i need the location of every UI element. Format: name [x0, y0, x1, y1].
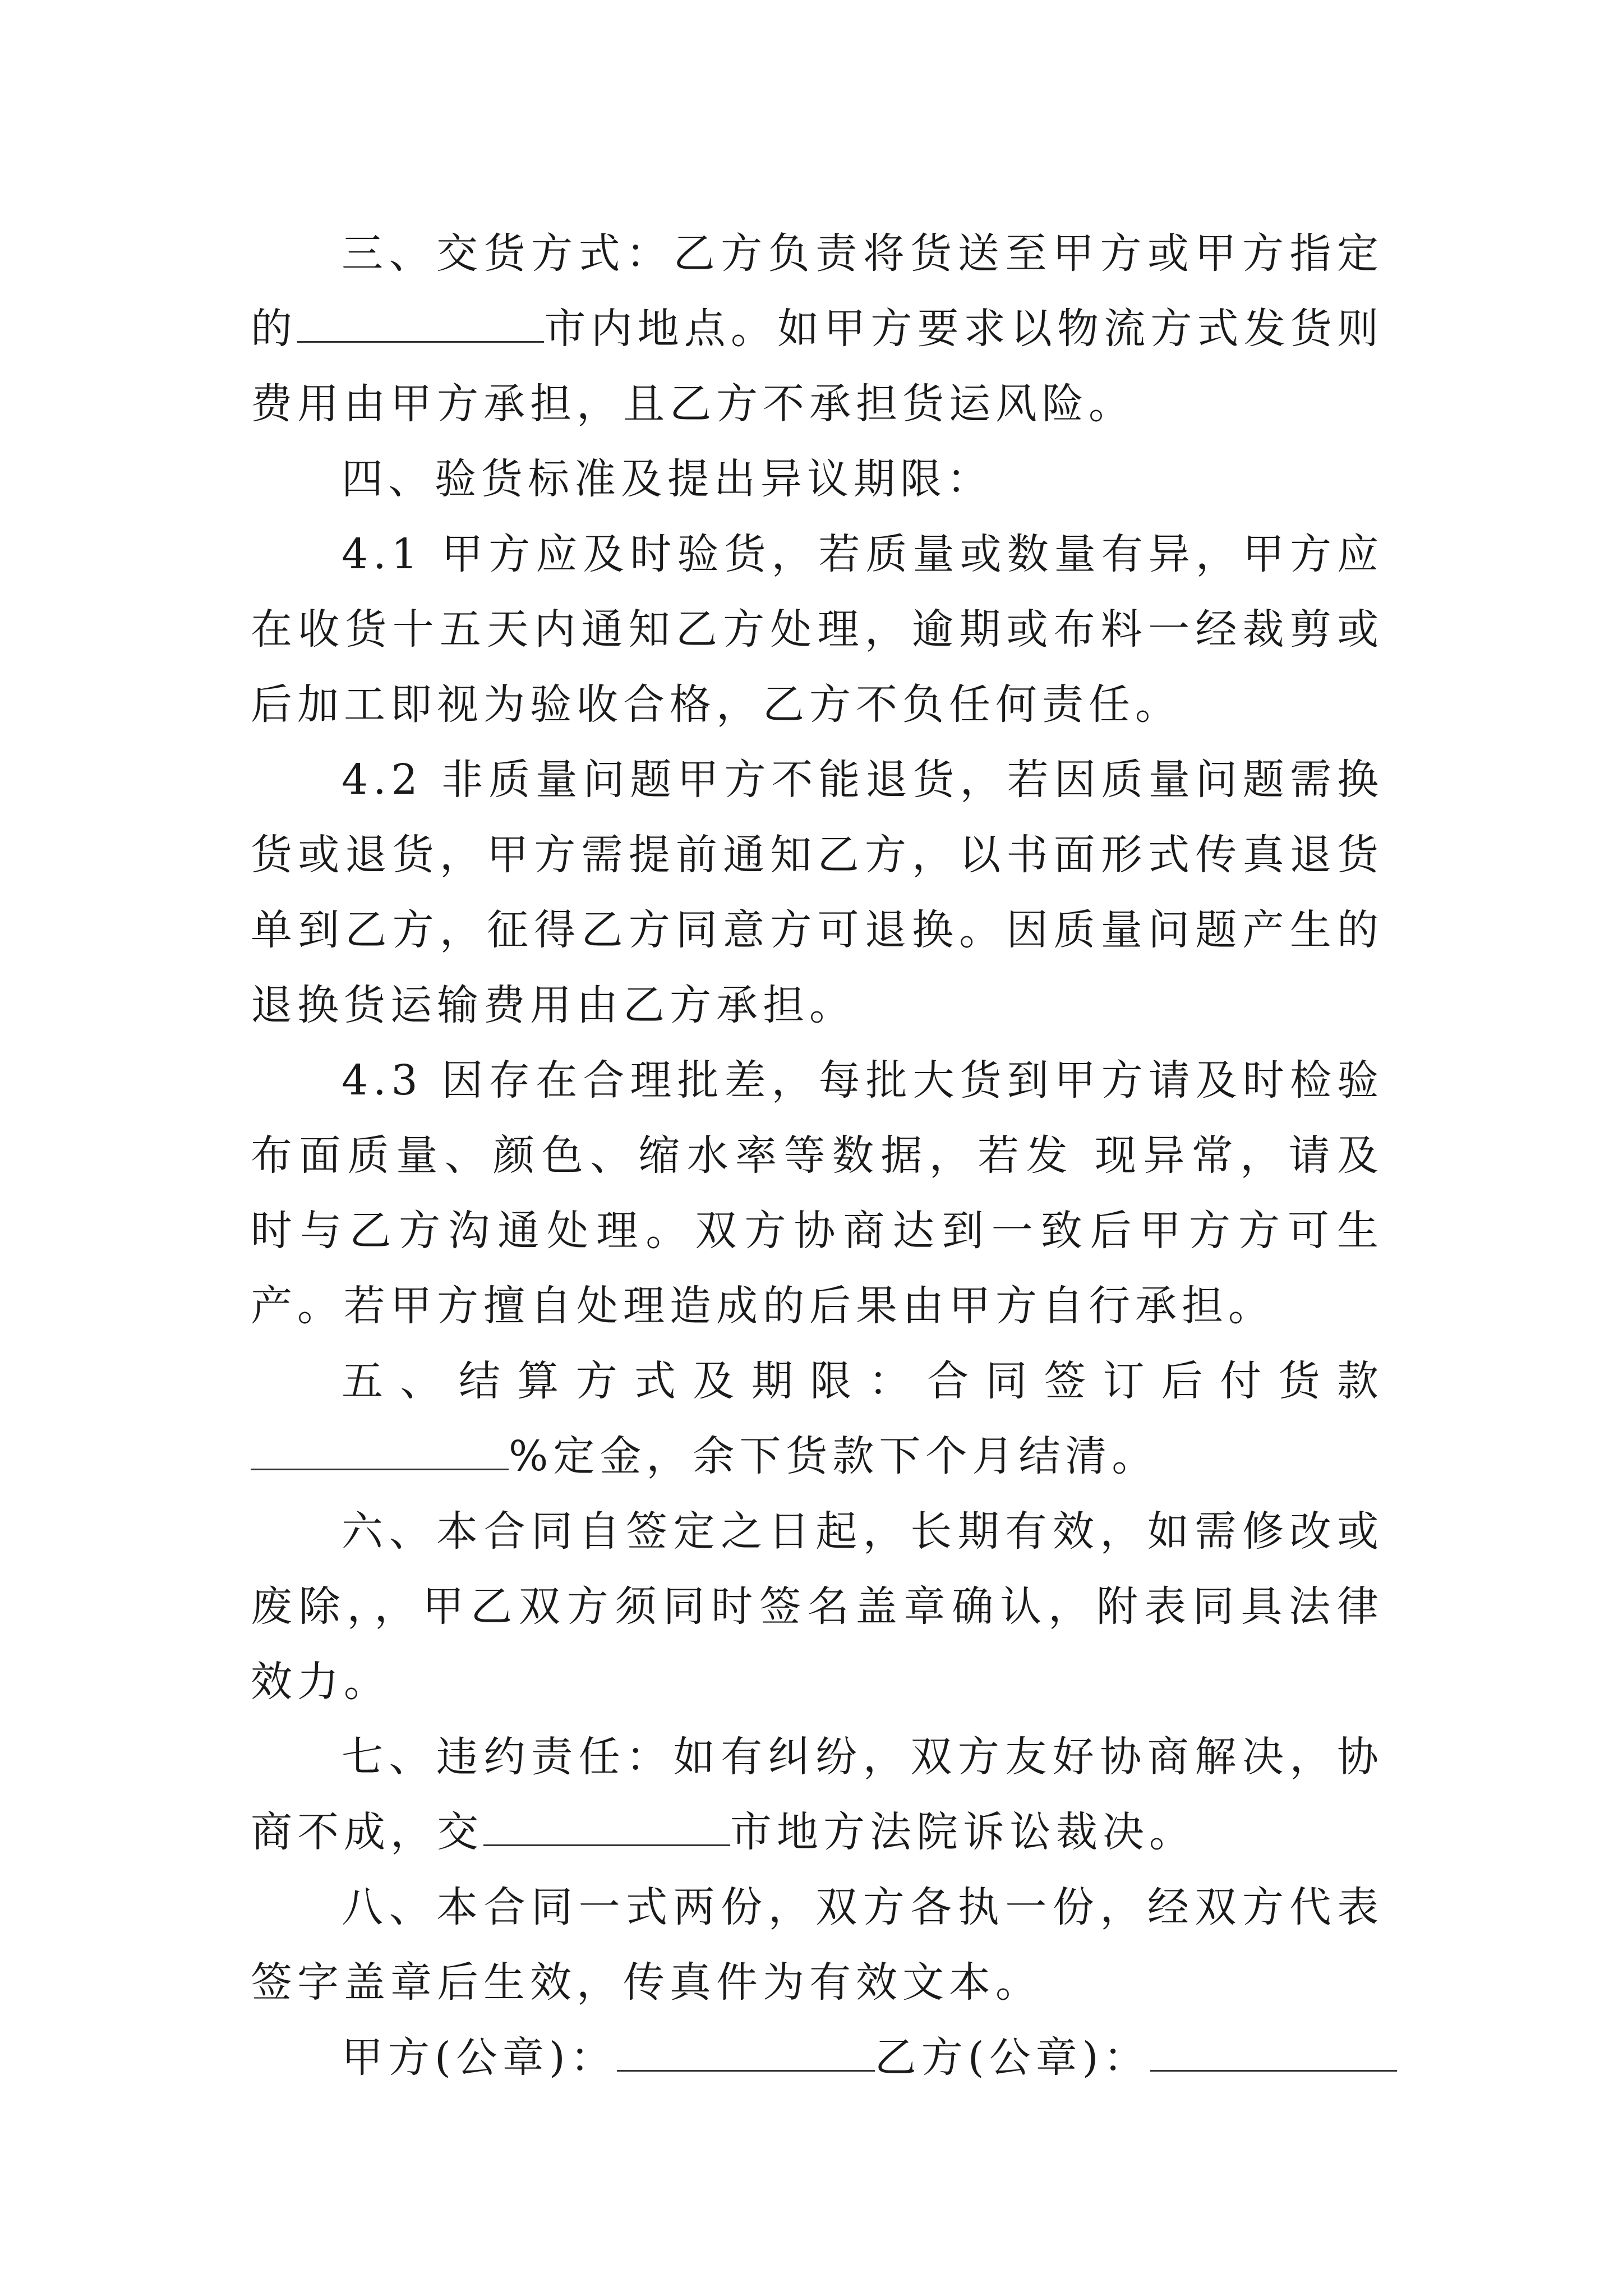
signature-row — [251, 2020, 1384, 2095]
deposit-percent-blank-field — [251, 1429, 509, 1470]
clause-copies: 八、本合同一式两份，双方各执一份，经双方代表签字盖章后生效，传真件为有效文本。 — [251, 1883, 1384, 2007]
party-a-seal-blank-field — [617, 2031, 875, 2072]
court-city-blank-field — [483, 1805, 730, 1846]
clause-4-2: 4.2 非质量问题甲方不能退货，若因质量问题需换货或退货，甲方需提前通知乙方，以书面形式传真退货单到乙方，征得乙方同意方可退换。因质量问题产生的退换货运输费用由乙方承担。 — [251, 756, 1384, 1029]
clause-validity: 六、本合同自签定之日起，长期有效，如需修改或废除，，甲乙双方须同时签名盖章确认，附表同具法律效力。 — [251, 1507, 1384, 1706]
clause-liability-text-2: 市地方法院诉讼裁决。 — [730, 1808, 1196, 1856]
clause-settlement-text-1: 五、结算方式及期限：合同签订后付货款 — [342, 1357, 1384, 1405]
clause-settlement — [251, 1343, 1384, 1494]
clause-4-1: 4.1 甲方应及时验货，若质量或数量有异，甲方应在收货十五天内通知乙方处理，逾期或布料一经裁剪或后加工即视为验收合格，乙方不负任何责任。 — [251, 530, 1384, 729]
party-a-seal-label: 甲方(公章)： — [342, 2033, 617, 2082]
city-blank-field — [297, 302, 544, 343]
clause-delivery-text-1: 三、交货方式：乙方负责将货送至甲方或甲方指定的 — [251, 229, 1384, 353]
clause-4-3: 4.3 因存在合理批差，每批大货到甲方请及时检验布面质量、颜色、缩水率等数据，若发 现异常，请及时与乙方沟通处理。双方协商达到一致后甲方方可生产。若甲方擅自处理造成的后果由甲方自行承担。 — [251, 1056, 1384, 1330]
party-b-seal-label: 乙方(公章)： — [874, 2033, 1150, 2082]
clause-delivery-text-2: 市内地点。如甲方要求以物流方式发货则费用由甲方承担，且乙方不承担货运风险。 — [251, 305, 1384, 428]
contract-body — [251, 216, 1384, 2095]
clause-settlement-text-2: %定金，余下货款下个月结清。 — [509, 1432, 1159, 1480]
clause-delivery — [251, 216, 1384, 441]
clause-liability-text-1: 七、违约责任：如有纠纷，双方友好协商解决，协商不成，交 — [251, 1733, 1384, 1856]
clause-inspection-heading: 四、验货标准及提出异议期限： — [342, 455, 993, 503]
party-b-seal-blank-field — [1150, 2031, 1397, 2072]
clause-liability — [251, 1719, 1384, 1870]
